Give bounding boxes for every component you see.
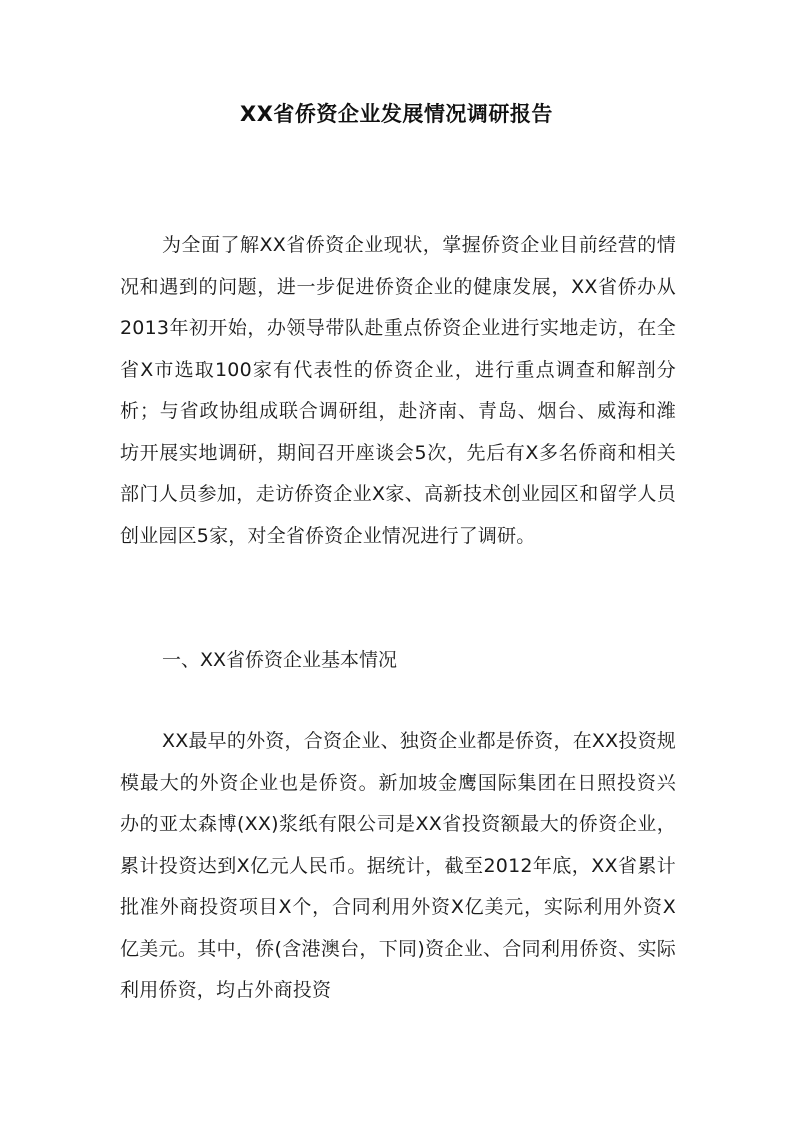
intro-paragraph: 为全面了解XX省侨资企业现状，掌握侨资企业目前经营的情况和遇到的问题，进一步促进侨资企业的健康发展，XX省侨办从2013年初开始，办领导带队赴重点侨资企业进行实地走访，在全省X市选取100家有代表性的侨资企业，进行重点调查和解剖分析；与省政协组成联合调研组，赴济南、青岛、烟台、威海和潍坊开展实地调研，期间召开座谈会5次，先后有X多名侨商和相关部门人员参加，走访侨资企业X家、高新技术创业园区和留学人员创业园区5家，对全省侨资企业情况进行了调研。 [120, 234, 676, 547]
section-heading: 一、XX省侨资企业基本情况 [162, 649, 398, 671]
document-title: XX省侨资企业发展情况调研报告 [240, 102, 553, 126]
section-paragraph: XX最早的外资，合资企业、独资企业都是侨资，在XX投资规模最大的外资企业也是侨资。新加坡金鹰国际集团在日照投资兴办的亚太森博(XX)浆纸有限公司是XX省投资额最大的侨资企业，累计投资达到X亿元人民币。据统计，截至2012年底，XX省累计批准外商投资项目X个，合同利用外资X亿美元，实际利用外资X亿美元。其中，侨(含港澳台，下同)资企业、合同利用侨资、实际利用侨资，均占外商投资 [120, 730, 676, 1001]
